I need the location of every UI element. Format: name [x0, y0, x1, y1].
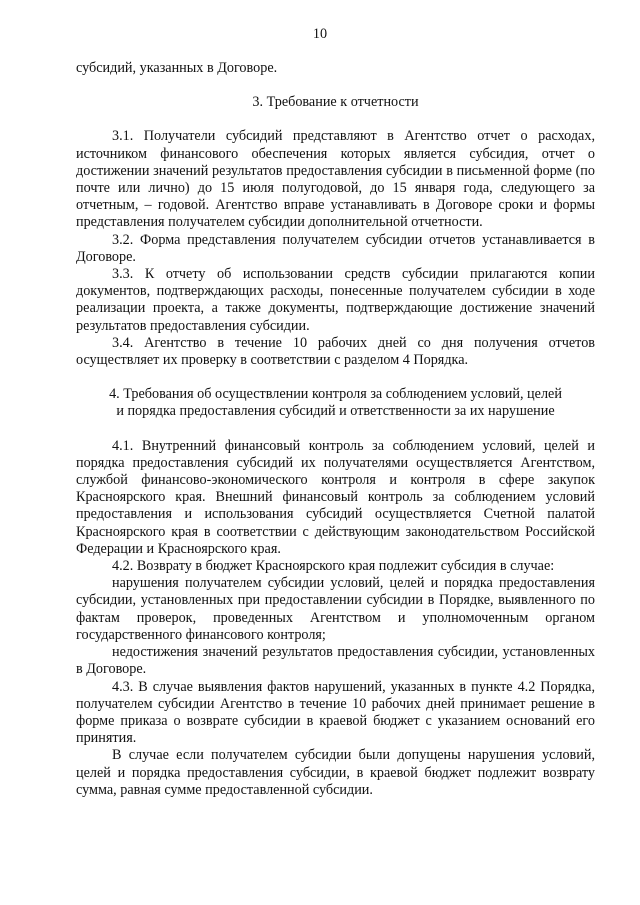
paragraph-3-1: 3.1. Получатели субсидий представляют в Агентство отчет о расходах, источником финансового обеспечения которых является субсидия, отчет о достижении значений результатов предоставления субсидии в письменной форме (по почте или лично) до 15 июля полугодовой, до 15 января года, следующего за отчетным, – годовой. Агентство вправе устанавливать в Договоре сроки и формы представления получателем субсидии дополнительной отчетности.: [76, 128, 595, 231]
paragraph-3-3: 3.3. К отчету об использовании средств субсидии прилагаются копии документов, подтверждающих расходы, понесенные получателем субсидии в ходе реализации проекта, а также документы, подтверждающие достижение значений результатов предоставления субсидии.: [76, 266, 595, 334]
continuation-text: субсидий, указанных в Договоре.: [76, 60, 278, 76]
section-4-heading-line-2: и порядка предоставления субсидий и ответственности за их нарушение: [116, 403, 555, 420]
paragraph-4-2-case-2: недостижения значений результатов предоставления субсидии, установленных в Договоре.: [76, 644, 595, 678]
paragraph-3-4: 3.4. Агентство в течение 10 рабочих дней со дня получения отчетов осуществляет их проверку в соответствии с разделом 4 Порядка.: [76, 334, 595, 369]
paragraph-4-3: 4.3. В случае выявления фактов нарушений, указанных в пункте 4.2 Порядка, получателем субсидии Агентство в течение 10 рабочих дней принимает решение в форме приказа о возврате субсидии в краевой бюджет с указанием оснований его принятия.: [76, 678, 595, 747]
paragraph-4-1: 4.1. Внутренний финансовый контроль за соблюдением условий, целей и порядка предоставления субсидий их получателями осуществляется Агентством, службой финансово-экономического контроля и контроля в сфере закупок Красноярского края. Внешний финансовый контроль за соблюдением условий предоставления и использования субсидий осуществляется Счетной палатой Красноярского края в соответствии с действующим законодательством Российской Федерации и Красноярского края.: [76, 437, 595, 557]
section-4-heading-line-1: 4. Требования об осуществлении контроля за соблюдением условий, целей: [109, 386, 562, 403]
section-4-heading: [76, 386, 595, 420]
paragraph-4-2: 4.2. Возврату в бюджет Красноярского края подлежит субсидия в случае:: [112, 558, 555, 575]
paragraph-4-2-case-1: нарушения получателем субсидии условий, целей и порядка предоставления субсидии, установленных при предоставлении субсидии в Порядке, выявленного по фактам проверок, проведенных Агентством и уполномоченным органом государственного финансового контроля;: [76, 575, 595, 643]
paragraph-3-2: 3.2. Форма представления получателем субсидии отчетов устанавливается в Договоре.: [76, 231, 595, 265]
paragraph-4-3-continued: В случае если получателем субсидии были допущены нарушения условий, целей и порядка предоставления субсидии, в краевой бюджет подлежит возврату сумма, равная сумме предоставленной субсидии.: [76, 747, 595, 798]
page-number: 10: [312, 26, 328, 42]
section-3-heading: 3. Требование к отчетности: [252, 94, 419, 111]
page-content: [76, 60, 595, 799]
